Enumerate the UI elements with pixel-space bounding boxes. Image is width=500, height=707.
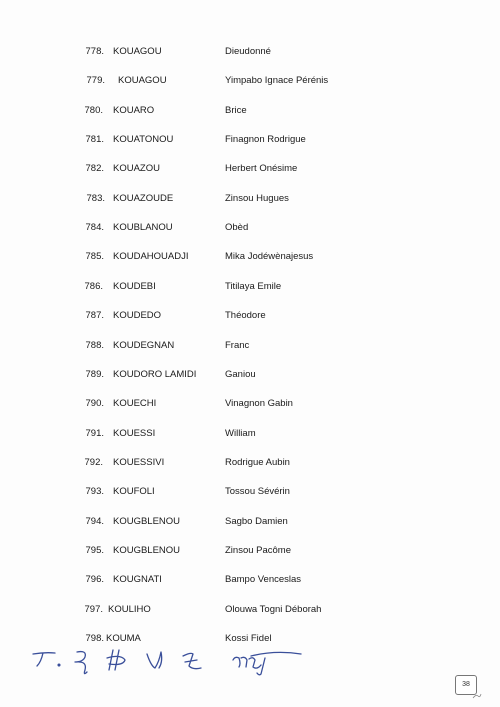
first-names: Dieudonné — [225, 46, 271, 57]
list-item — [0, 336, 500, 356]
last-name: KOUATONOU — [113, 134, 174, 146]
last-name: KOUDAHOUADJI — [113, 251, 189, 263]
list-item — [0, 306, 500, 326]
first-names: Théodore — [225, 310, 266, 322]
first-names: Vinagnon Gabin — [225, 398, 293, 410]
list-item — [0, 189, 500, 209]
list-item — [0, 600, 500, 620]
first-names: Finagnon Rodrigue — [225, 134, 306, 146]
list-item — [0, 247, 500, 267]
first-names: Franc — [225, 339, 250, 351]
first-names: Rodrigue Aubin — [225, 456, 290, 468]
list-item — [0, 453, 500, 473]
entry-number: 783. — [86, 192, 105, 204]
last-name: KOUESSIVI — [113, 456, 165, 468]
list-item — [0, 130, 500, 150]
list-item — [0, 159, 500, 179]
entry-number: 789. — [85, 368, 104, 380]
entry-number: 784. — [85, 222, 104, 234]
last-name: KOUAZOU — [113, 163, 160, 175]
entry-number: 790. — [85, 398, 104, 410]
list-item — [0, 101, 500, 121]
first-names: Kossi Fidel — [225, 633, 272, 644]
last-name: KOUECHI — [113, 398, 157, 410]
entry-number: 796. — [85, 574, 104, 586]
entry-number: 787. — [85, 310, 104, 322]
first-names: Obèd — [225, 222, 249, 234]
entry-number: 794. — [85, 515, 104, 527]
list-item — [0, 482, 500, 502]
last-name: KOUESSI — [113, 427, 156, 439]
entry-number: 793. — [85, 486, 104, 498]
handwritten-initials — [25, 640, 305, 680]
list-item — [0, 42, 500, 62]
page-number-badge: 38 — [455, 675, 477, 695]
first-names: Titilaya Emile — [225, 280, 282, 292]
last-name: KOUMA — [106, 633, 141, 644]
last-name: KOULIHO — [108, 603, 151, 615]
last-name: KOUBLANOU — [113, 222, 173, 234]
list-item — [0, 277, 500, 297]
last-name: KOUDEDO — [113, 310, 162, 322]
entry-number: 778. — [85, 46, 104, 57]
entry-number: 780. — [84, 104, 103, 116]
last-name: KOUDEGNAN — [113, 339, 175, 351]
list-item — [0, 365, 500, 385]
last-name: KOUAZOUDE — [113, 192, 174, 204]
list-item — [0, 218, 500, 238]
first-names: Zinsou Pacôme — [225, 544, 292, 556]
first-names: Bampo Venceslas — [225, 574, 302, 586]
entry-number: 781. — [85, 134, 104, 146]
entry-number: 797. — [84, 603, 103, 615]
list-item — [0, 394, 500, 414]
list-item — [0, 71, 500, 91]
last-name: KOUGBLENOU — [113, 544, 181, 556]
first-names: Tossou Sévérin — [225, 486, 290, 498]
entry-number: 788. — [85, 339, 104, 351]
pen-mark-icon — [472, 692, 482, 700]
last-name: KOUDEBI — [113, 280, 156, 292]
first-names: Sagbo Damien — [225, 515, 288, 527]
first-names: Yimpabo Ignace Pérénis — [225, 75, 329, 87]
first-names: Zinsou Hugues — [225, 192, 289, 204]
list-item — [0, 512, 500, 532]
first-names: Brice — [225, 104, 247, 116]
entry-number: 791. — [85, 427, 104, 439]
entry-number: 785. — [85, 251, 104, 263]
entry-number: 782. — [85, 163, 104, 175]
entry-number: 779. — [86, 75, 105, 87]
last-name: KOUAGOU — [118, 75, 167, 87]
first-names: Ganiou — [225, 368, 256, 380]
first-names: Mika Jodéwènajesus — [225, 251, 314, 263]
entry-number: 798. — [85, 633, 104, 644]
first-names: Olouwa Togni Déborah — [225, 603, 322, 615]
entry-number: 792. — [84, 456, 103, 468]
last-name: KOUGBLENOU — [113, 515, 181, 527]
last-name: KOUDORO LAMIDI — [113, 368, 197, 380]
last-name: KOUFOLI — [113, 486, 155, 498]
list-item — [0, 570, 500, 590]
last-name: KOUARO — [113, 104, 155, 116]
list-item — [0, 541, 500, 561]
list-item — [0, 424, 500, 444]
last-name: KOUAGOU — [113, 46, 162, 57]
first-names: Herbert Onésime — [225, 163, 298, 175]
entry-number: 795. — [85, 544, 104, 556]
last-name: KOUGNATI — [113, 574, 162, 586]
entry-number: 786. — [84, 280, 103, 292]
first-names: William — [225, 427, 256, 439]
